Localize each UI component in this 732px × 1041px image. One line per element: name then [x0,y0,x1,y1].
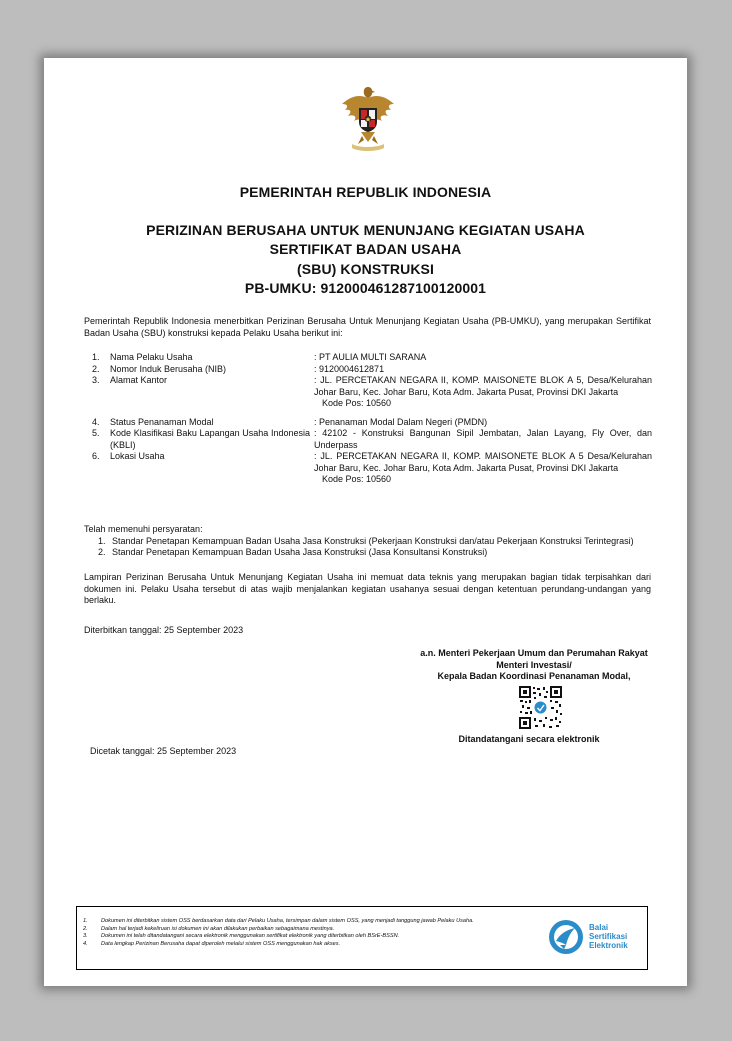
requirement-number: 2. [98,547,106,557]
footer-note-text: Data lengkap Perizinan Berusaha dapat diperoleh melalui sistem OSS menggunakan hak akses. [101,940,341,947]
requirement-text: Standar Penetapan Kemampuan Badan Usaha Jasa Konstruksi (Pekerjaan Konstruksi dan/atau Pekerjaan Konstruksi Terintegrasi) [112,535,634,546]
detail-row-kbli [92,428,652,451]
requirement-item [98,547,652,559]
detail-label: Status Penanaman Modal [110,416,214,427]
closing-paragraph: Lampiran Perizinan Berusaha Untuk Menunjang Kegiatan Usaha ini memuat data teknis yang merupakan bagian tidak terpisahkan dari dokumen ini. Pelaku Usaha tersebut di atas wajib menjalankan kegiatan usahanya sesuai dengan ketentuan perundang-undangan yang berlaku. [84,572,651,605]
issued-date: Diterbitkan tanggal: 25 September 2023 [84,625,244,635]
detail-value: : PT AULIA MULTI SARANA [314,352,427,362]
detail-number: 1. [92,352,100,362]
detail-label: Nama Pelaku Usaha [110,352,193,362]
detail-value: : 9120004612871 [314,363,385,374]
detail-label: Kode Klasifikasi Baku Lapangan Usaha Indonesia (KBLI) [110,428,310,450]
footer-note-number: 3. [83,933,88,940]
certificate-title: SERTIFIKAT BADAN USAHA [269,241,462,257]
signatory-block [404,648,664,683]
postal-code: Kode Pos: 10560 [322,398,392,408]
detail-label: Lokasi Usaha [110,451,165,461]
detail-number: 4. [92,416,100,427]
footer-note [83,926,533,934]
qr-code-icon [519,686,562,729]
permit-title: PERIZINAN BERUSAHA UNTUK MENUNJANG KEGIATAN USAHA [146,222,585,238]
detail-number: 5. [92,428,100,438]
detail-row-address [92,375,652,410]
detail-value: : Penanaman Modal Dalam Negeri (PMDN) [314,416,488,427]
footer-note [83,941,533,949]
bsre-logo-text: Balai [589,923,609,932]
certificate-subtitle: (SBU) KONSTRUKSI [297,261,434,277]
detail-row-name [92,352,652,364]
detail-value: : JL. PERCETAKAN NEGARA II, KOMP. MAISONETE BLOK A 5 Desa/Kelurahan Johar Baru, Kec. Johar Baru, Kota Adm. Jakarta Pusat, Provinsi DKI Jakarta [314,451,652,473]
signed-electronically: Ditandatangani secara elektronik [458,734,600,744]
requirement-text: Standar Penetapan Kemampuan Badan Usaha Jasa Konstruksi (Jasa Konsultansi Konstruksi) [112,547,488,557]
postal-code: Kode Pos: 10560 [322,474,392,484]
bsre-logo-icon [546,917,586,957]
government-title: PEMERINTAH REPUBLIK INDONESIA [239,184,492,200]
footer-notes [83,918,533,948]
bsre-logo [544,917,644,957]
detail-number: 3. [92,375,100,385]
detail-label: Nomor Induk Berusaha (NIB) [110,363,227,374]
footer-notes-box [76,906,648,970]
requirement-item [98,536,652,548]
requirements-heading: Telah memenuhi persyaratan: [84,524,203,534]
detail-label: Alamat Kantor [110,375,168,385]
requirements-section [84,524,652,559]
requirement-number: 1. [98,535,106,546]
printed-date: Dicetak tanggal: 25 September 2023 [90,746,237,756]
footer-note-number: 4. [83,940,88,947]
footer-note-number: 2. [83,925,88,932]
footer-note [83,918,533,926]
signatory-line: a.n. Menteri Pekerjaan Umum dan Perumahan Rakyat [420,648,648,658]
detail-number: 2. [92,363,100,374]
detail-row-location [92,451,652,486]
permit-number: PB-UMKU: 912000461287100120001 [244,280,487,296]
detail-number: 6. [92,451,100,461]
detail-value: : JL. PERCETAKAN NEGARA II, KOMP. MAISONETE BLOK A 5, Desa/Kelurahan Johar Baru, Kec. Johar Baru, Kota Adm. Jakarta Pusat, Provinsi DKI Jakarta [314,375,652,397]
footer-note-text: Dalam hal terjadi kekeliruan isi dokumen ini akan dilakukan perbaikan sebagaimana mestinya. [101,925,335,932]
footer-note-text: Dokumen ini diterbitkan sistem OSS berdasarkan data dari Pelaku Usaha, tersimpan dalam sistem OSS, yang menjadi tanggung jawab Pelaku Usaha. [101,918,474,924]
intro-paragraph: Pemerintah Republik Indonesia menerbitkan Perizinan Berusaha Untuk Menunjang Kegiatan Usaha (PB-UMKU), yang merupakan Sertifikat Badan Usaha (SBU) konstruksi kepada Pelaku Usaha berikut ini: [84,316,651,338]
detail-value: : 42102 - Konstruksi Bangunan Sipil Jembatan, Jalan Layang, Fly Over, dan Underpass [314,428,652,450]
signatory-line: Menteri Investasi/ [496,659,572,670]
footer-note [83,933,533,941]
business-details [92,352,652,486]
bsre-logo-text: Sertifikasi [589,932,628,941]
footer-note-number: 1. [83,918,88,924]
detail-row-investment-status [92,417,652,429]
bsre-logo-text: Elektronik [589,941,628,950]
certificate-page [44,58,687,986]
detail-row-nib [92,364,652,376]
signatory-line: Kepala Badan Koordinasi Penanaman Modal, [437,671,631,681]
footer-note-text: Dokumen ini telah ditandatangani secara elektronik menggunakan sertifikat elektronik yang diterbitkan oleh BSrE-BSSN. [101,933,400,940]
garuda-emblem-icon [337,84,399,154]
